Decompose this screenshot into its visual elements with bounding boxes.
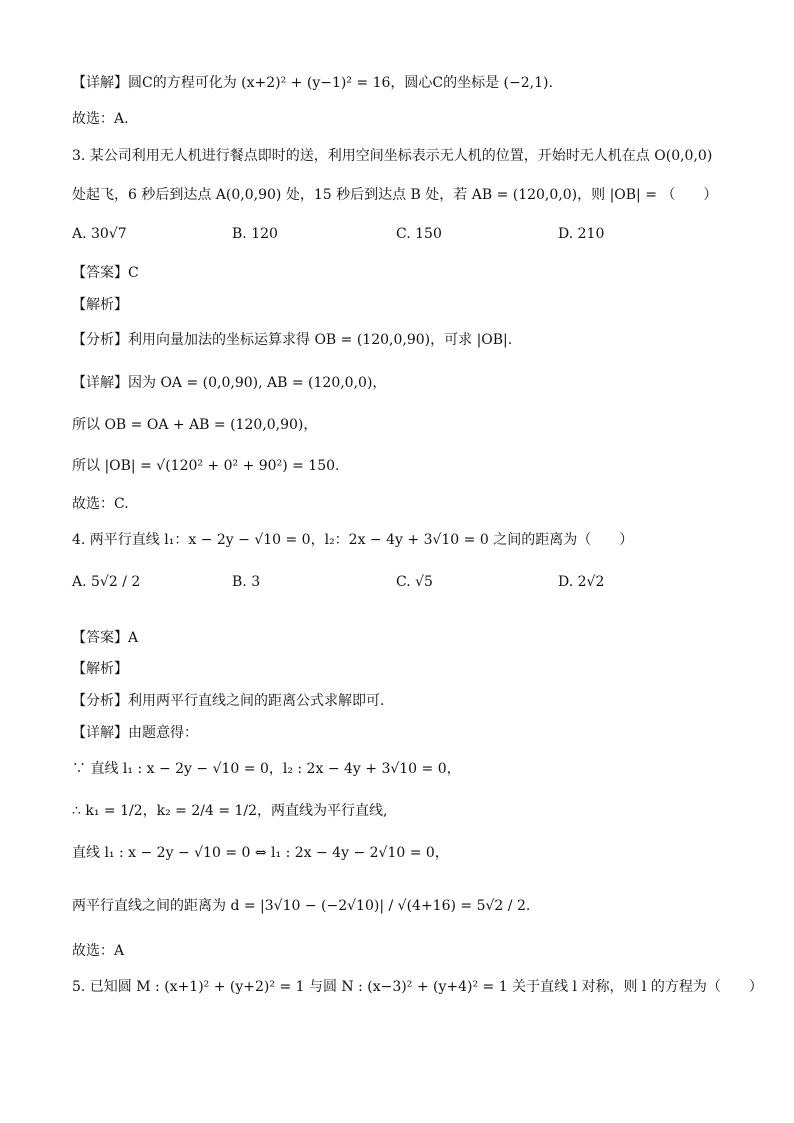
q4-option-d xyxy=(558,574,604,590)
q3-detail-text-3: 所以 |OB| = √(120² + 0² + 90²) = 150. xyxy=(72,458,340,474)
q4-option-a-label: A. xyxy=(72,574,87,590)
q4-detail-line-3 xyxy=(72,842,734,864)
q2-detail-line xyxy=(72,72,734,94)
q3-option-a-value: 30√7 xyxy=(91,226,127,242)
q4-option-a xyxy=(72,574,140,590)
q4-detail-text-1: ∵ 直线 l₁ : x − 2y − √10 = 0，l₂ : 2x − 4y + 3√10 = 0， xyxy=(72,761,461,777)
q4-distance-text: 两平行直线之间的距离为 d = |3√10 − (−2√10)| / √(4+16) = 5√2 / 2. xyxy=(72,898,531,914)
q3-option-d-label: D. xyxy=(558,226,574,242)
q3-detail-text-2: 所以 OB = OA + AB = (120,0,90)， xyxy=(72,417,318,433)
q3-option-a xyxy=(72,226,127,242)
q4-options xyxy=(72,574,734,614)
q4-option-b-value: 3 xyxy=(251,574,261,590)
q3-option-c xyxy=(396,226,442,242)
q4-method-line xyxy=(72,690,734,712)
q4-option-d-label: D. xyxy=(558,574,574,590)
q3-choice-text: 故选：C. xyxy=(72,496,129,512)
q4-detail-heading-text: 【详解】由题意得： xyxy=(72,725,198,741)
q3-option-b-label: B. xyxy=(232,226,247,242)
q3-option-c-value: 150 xyxy=(415,226,442,242)
q3-detail-line-1 xyxy=(72,372,734,394)
q2-detail-text: 【详解】圆C的方程可化为 (x+2)² + (y−1)² = 16，圆心C的坐标是 (−2,1). xyxy=(72,75,553,91)
q4-method-text: 【分析】利用两平行直线之间的距离公式求解即可. xyxy=(72,693,385,709)
q3-answer-line xyxy=(72,262,734,284)
q3-choice-line xyxy=(72,493,734,515)
q3-stem-text-1: 3. 某公司利用无人机进行餐点即时的送，利用空间坐标表示无人机的位置，开始时无人机在点 O(0,0,0) xyxy=(72,148,713,164)
q2-choice-text: 故选：A. xyxy=(72,111,129,127)
q4-option-b xyxy=(232,574,260,590)
q5-stem-line xyxy=(72,976,763,998)
q3-analysis-heading xyxy=(72,294,734,316)
q2-choice-line xyxy=(72,108,734,130)
q4-distance-line xyxy=(72,895,734,917)
q4-option-c-value: √5 xyxy=(415,574,433,590)
q3-detail-text-1: 【详解】因为 OA = (0,0,90), AB = (120,0,0)， xyxy=(72,375,387,391)
q4-stem-line xyxy=(72,529,734,551)
q3-analysis-text: 【解析】 xyxy=(72,297,128,313)
q3-stem-text-2: 处起飞，6 秒后到达点 A(0,0,90) 处，15 秒后到达点 B 处，若 AB = (120,0,0)，则 |OB| = （ ） xyxy=(72,187,718,203)
q5-stem-text: 5. 已知圆 M : (x+1)² + (y+2)² = 1 与圆 N : (x−3)² + (y+4)² = 1 关于直线 l 对称，则 l 的方程为（ ） xyxy=(72,979,763,995)
q4-option-b-label: B. xyxy=(232,574,247,590)
q3-stem-line-2 xyxy=(72,184,734,206)
q3-option-c-label: C. xyxy=(396,226,411,242)
q4-option-c-label: C. xyxy=(396,574,411,590)
q4-choice-line xyxy=(72,940,734,962)
q4-detail-heading xyxy=(72,722,734,744)
q3-stem-line-1 xyxy=(72,145,734,167)
q4-answer-line xyxy=(72,627,734,649)
q4-analysis-heading xyxy=(72,658,734,680)
q3-option-d-value: 210 xyxy=(577,226,605,242)
q4-answer-text: 【答案】A xyxy=(72,630,139,646)
q4-detail-line-1 xyxy=(72,758,734,780)
q3-detail-line-3 xyxy=(72,455,734,477)
q4-detail-text-2: ∴ k₁ = 1/2，k₂ = 2/4 = 1/2，两直线为平行直线, xyxy=(72,803,388,819)
q3-option-b-value: 120 xyxy=(251,226,278,242)
q4-choice-text: 故选：A xyxy=(72,943,125,959)
q4-detail-line-2 xyxy=(72,800,734,822)
q4-detail-text-3: 直线 l₁ : x − 2y − √10 = 0 ⇔ l₁ : 2x − 4y − 2√10 = 0， xyxy=(72,845,449,861)
q4-stem-text: 4. 两平行直线 l₁：x − 2y − √10 = 0，l₂：2x − 4y + 3√10 = 0 之间的距离为（ ） xyxy=(72,532,634,548)
q3-option-b xyxy=(232,226,278,242)
q4-option-a-value: 5√2 / 2 xyxy=(91,574,141,590)
q4-option-d-value: 2√2 xyxy=(577,574,605,590)
q3-option-a-label: A. xyxy=(72,226,87,242)
q3-options xyxy=(72,226,734,266)
q3-option-d xyxy=(558,226,604,242)
q3-answer-text: 【答案】C xyxy=(72,265,139,281)
q3-method-line xyxy=(72,329,734,351)
q3-detail-line-2 xyxy=(72,414,734,436)
q4-option-c xyxy=(396,574,433,590)
q4-analysis-text: 【解析】 xyxy=(72,661,128,677)
q3-method-text: 【分析】利用向量加法的坐标运算求得 OB = (120,0,90)，可求 |OB|. xyxy=(72,332,513,348)
